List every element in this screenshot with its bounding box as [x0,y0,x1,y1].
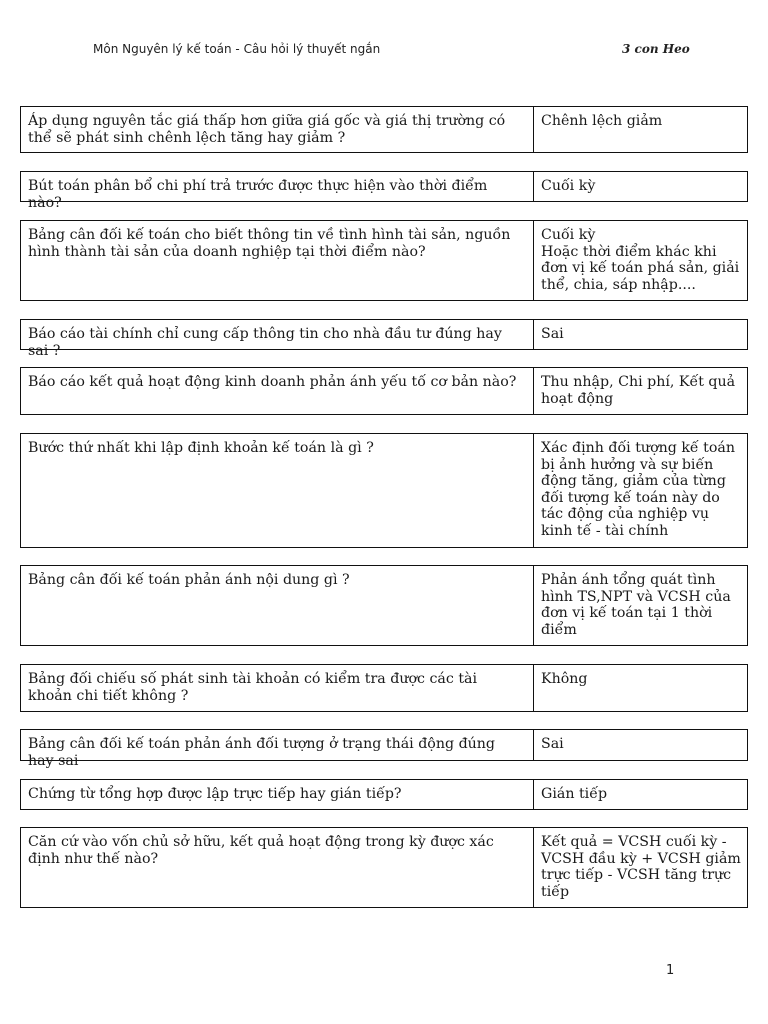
question-cell: Căn cứ vào vốn chủ sở hữu, kết quả hoạt động trong kỳ được xác định như thế nào? [21,828,534,907]
answer-cell: Sai [541,326,564,342]
document-header-author: 3 con Heo [622,42,690,56]
answer-cell: Xác định đối tượng kế toán bị ảnh hưởng và sự biến động tăng, giảm của từng đối tượng kế toán này do tác động của nghiệp vụ kinh tế - tài chính [541,440,736,539]
question-cell: Báo cáo kết quả hoạt động kinh doanh phản ánh yếu tố cơ bản nào? [21,368,534,414]
qa-row [20,827,748,908]
question-cell: Báo cáo tài chính chỉ cung cấp thông tin cho nhà đầu tư đúng hay sai ? [21,320,534,349]
answer-cell: Sai [541,736,564,752]
question-cell: Bảng cân đối kế toán cho biết thông tin về tình hình tài sản, nguồn hình thành tài sản của doanh nghiệp tại thời điểm nào? [21,221,534,300]
document-header-title: Môn Nguyên lý kế toán - Câu hỏi lý thuyết ngắn [93,42,381,56]
page-number: 1 [666,963,675,978]
question-cell: Bảng cân đối kế toán phản ánh đối tượng ở trạng thái động đúng hay sai [21,730,534,760]
answer-cell: Phản ánh tổng quát tình hình TS,NPT và VCSH của đơn vị kế toán tại 1 thời điểm [541,572,731,638]
qa-row [20,367,748,415]
qa-row [20,220,748,301]
answer-cell: Không [541,671,588,687]
question-cell: Áp dụng nguyên tắc giá thấp hơn giữa giá gốc và giá thị trường có thể sẽ phát sinh chênh lệch tăng hay giảm ? [21,107,534,152]
qa-row [20,433,748,548]
answer-cell: Cuối kỳ [541,178,596,194]
question-cell: Bút toán phân bổ chi phí trả trước được thực hiện vào thời điểm nào? [21,172,534,201]
qa-row [20,565,748,646]
answer-cell: Kết quả = VCSH cuối kỳ -VCSH đầu kỳ + VCSH giảm trực tiếp - VCSH tăng trực tiếp [541,834,741,900]
question-cell: Bảng cân đối kế toán phản ánh nội dung gì ? [21,566,534,645]
qa-row [20,779,748,810]
qa-row [20,171,748,211]
question-cell: Bảng đối chiếu số phát sinh tài khoản có kiểm tra được các tài khoản chi tiết không ? [21,665,534,711]
qa-row [20,729,748,769]
qa-row [20,319,748,359]
answer-cell: Gián tiếp [541,786,608,802]
qa-row [20,664,748,712]
question-cell: Bước thứ nhất khi lập định khoản kế toán là gì ? [21,434,534,547]
qa-row [20,106,748,153]
question-cell: Chứng từ tổng hợp được lập trực tiếp hay gián tiếp? [21,780,534,809]
answer-cell: Chênh lệch giảm [541,113,663,129]
answer-cell: Cuối kỳ Hoặc thời điểm khác khi đơn vị kế toán phá sản, giải thể, chia, sáp nhập.... [541,227,740,293]
answer-cell: Thu nhập, Chi phí, Kết quả hoạt động [541,374,736,407]
